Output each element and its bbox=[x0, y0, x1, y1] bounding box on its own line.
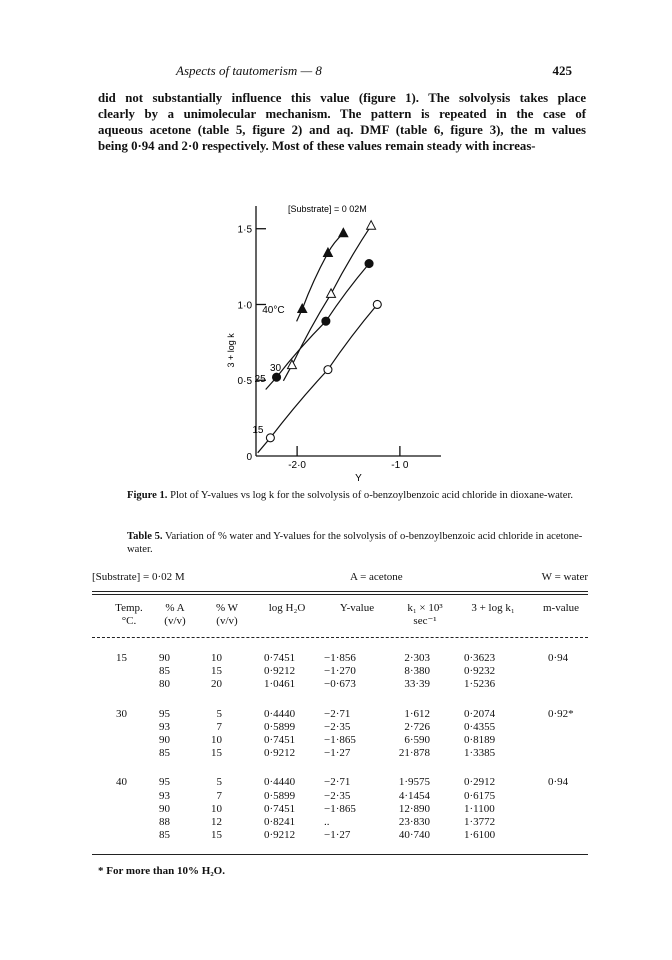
page-number: 425 bbox=[552, 63, 572, 78]
log-k1-cell: 1·3385 bbox=[464, 747, 496, 760]
column-header-line: % A bbox=[165, 602, 185, 614]
y-value-cell: −1·856 bbox=[324, 652, 356, 664]
y-tick-label: 0·5 bbox=[237, 376, 252, 388]
log-h2o-cell: 1·0461 bbox=[264, 678, 296, 691]
chart-series bbox=[258, 221, 382, 453]
k1-cell: 4·1454 bbox=[398, 789, 430, 802]
series-label: 25 bbox=[254, 374, 266, 386]
column-header-line: log H₂O bbox=[268, 602, 306, 614]
percent-a-cell: 90 bbox=[159, 802, 170, 815]
data-point bbox=[373, 300, 381, 308]
percent-a-cell: 85 bbox=[159, 747, 170, 760]
figure-caption bbox=[127, 489, 587, 502]
percent-a-cell: 80 bbox=[159, 678, 170, 691]
log-h2o-cell: 0·9212 bbox=[264, 747, 296, 760]
percent-a-cell: 88 bbox=[159, 816, 170, 828]
log-h2o-cell: 0·7451 bbox=[264, 802, 296, 815]
y-value-cell: −1·865 bbox=[324, 802, 356, 815]
column-header-line: 3 + log k₁ bbox=[471, 602, 515, 614]
x-tick-label: -1 0 bbox=[391, 460, 409, 471]
column-header-unit: (v/v) bbox=[216, 615, 238, 627]
k1-cell: 1·9575 bbox=[398, 776, 430, 789]
k1-cell: 40·740 bbox=[398, 829, 430, 842]
y-tick-label: 1·0 bbox=[237, 300, 252, 312]
m-value-cell: 0·94 bbox=[548, 652, 569, 664]
series-label: 30 bbox=[269, 363, 282, 375]
percent-w-cell: 15 bbox=[211, 665, 222, 678]
log-k1-cell: 0·2912 bbox=[464, 776, 496, 789]
table-rule-top bbox=[92, 591, 588, 592]
percent-a-cell: 90 bbox=[159, 734, 170, 746]
y-value-cell: −1·865 bbox=[324, 734, 356, 746]
percent-w-cell: 10 bbox=[211, 652, 222, 664]
k1-cell: 8·380 bbox=[404, 665, 430, 678]
log-h2o-cell: 0·7451 bbox=[264, 652, 296, 664]
table-rule-top-double bbox=[92, 594, 588, 595]
column-header bbox=[388, 602, 462, 628]
log-h2o-cell: 0·4440 bbox=[264, 707, 296, 720]
running-header bbox=[176, 63, 572, 81]
y-value-cell: −1·270 bbox=[324, 665, 356, 678]
log-h2o-cell: 0·8241 bbox=[264, 816, 296, 828]
log-k1-cell: 1·6100 bbox=[464, 829, 496, 842]
y-value-cell: −2·35 bbox=[324, 720, 351, 733]
column-header-unit: sec⁻¹ bbox=[413, 615, 437, 627]
y-value-cell: .. bbox=[324, 816, 330, 828]
y-value-cell: −0·673 bbox=[324, 678, 356, 691]
body-line: did not substantially influence this value (figure 1). The solvolysis takes place bbox=[98, 91, 586, 105]
table-caption-label: Table 5. bbox=[127, 531, 163, 542]
column-header-unit: °C. bbox=[121, 615, 137, 627]
percent-w-cell: 7 bbox=[216, 789, 222, 802]
substrate-label: [Substrate] = 0 02M bbox=[288, 204, 367, 214]
percent-a-cell: 95 bbox=[159, 776, 170, 789]
y-tick-label: 1·5 bbox=[237, 224, 252, 236]
log-k1-cell: 0·8189 bbox=[464, 734, 496, 746]
k1-cell: 23·830 bbox=[398, 816, 430, 828]
table-rule-bottom bbox=[92, 854, 588, 855]
m-value-cell: 0·92* bbox=[548, 707, 574, 720]
percent-a-cell: 85 bbox=[159, 829, 170, 842]
log-h2o-cell: 0·5899 bbox=[264, 720, 296, 733]
log-h2o-cell: 0·9212 bbox=[264, 829, 296, 842]
figure-caption-label: Figure 1. bbox=[127, 490, 168, 501]
y-value-cell: −2·35 bbox=[324, 789, 351, 802]
data-point bbox=[298, 304, 307, 313]
y-value-cell: −2·71 bbox=[324, 707, 351, 720]
table-rule-header bbox=[92, 637, 588, 638]
percent-a-cell: 90 bbox=[159, 652, 170, 664]
temp-cell: 40 bbox=[116, 776, 127, 789]
w-definition: W = water bbox=[541, 571, 588, 583]
a-definition: A = acetone bbox=[350, 571, 403, 583]
y-value-cell: −2·71 bbox=[324, 776, 351, 789]
data-point bbox=[339, 228, 348, 237]
data-point bbox=[323, 248, 332, 257]
log-k1-cell: 0·6175 bbox=[464, 789, 496, 802]
column-header bbox=[202, 602, 252, 628]
k1-cell: 2·303 bbox=[404, 652, 430, 664]
percent-w-cell: 10 bbox=[211, 734, 222, 746]
data-point bbox=[273, 373, 281, 381]
table-caption bbox=[127, 530, 587, 556]
figure-caption-text: Plot of Y-values vs log k for the solvolysis of o-benzoylbenzoic acid chloride in dioxane-water. bbox=[170, 490, 574, 501]
column-header bbox=[324, 602, 390, 615]
percent-a-cell: 95 bbox=[159, 707, 170, 720]
chart-axes bbox=[256, 206, 441, 456]
body-line: clearly by a unimolecular mechanism. The pattern is repeated in the case of bbox=[98, 107, 586, 121]
series-line bbox=[266, 264, 369, 390]
percent-w-cell: 10 bbox=[211, 802, 222, 815]
x-tick-label: -2·0 bbox=[288, 460, 307, 471]
column-header-line: Y-value bbox=[339, 602, 375, 614]
table-footnote: * For more than 10% H₂O. bbox=[98, 865, 225, 877]
y-value-cell: −1·27 bbox=[324, 829, 351, 842]
percent-w-cell: 12 bbox=[211, 816, 222, 828]
substrate-note: [Substrate] = 0·02 M bbox=[92, 571, 185, 583]
k1-cell: 21·878 bbox=[398, 747, 430, 760]
data-point bbox=[322, 317, 330, 325]
percent-a-cell: 85 bbox=[159, 665, 170, 678]
column-header bbox=[102, 602, 156, 628]
column-header bbox=[252, 602, 322, 615]
chart-labels bbox=[226, 204, 409, 481]
temp-cell: 15 bbox=[116, 652, 127, 664]
log-h2o-cell: 0·4440 bbox=[264, 776, 296, 789]
data-point bbox=[365, 260, 373, 268]
table-caption-text: Variation of % water and Y-values for the solvolysis of o-benzoylbenzoic acid chloride in acetone-water. bbox=[127, 531, 583, 555]
running-title: Aspects of tautomerism — 8 bbox=[176, 63, 322, 78]
log-k1-cell: 0·3623 bbox=[464, 652, 496, 664]
log-h2o-cell: 0·5899 bbox=[264, 789, 296, 802]
percent-w-cell: 15 bbox=[211, 747, 222, 760]
log-k1-cell: 0·2074 bbox=[464, 707, 496, 720]
k1-cell: 2·726 bbox=[404, 720, 430, 733]
data-point bbox=[324, 366, 332, 374]
percent-w-cell: 5 bbox=[216, 776, 222, 789]
percent-w-cell: 15 bbox=[211, 829, 222, 842]
column-header bbox=[150, 602, 200, 628]
series-label: 15 bbox=[252, 424, 264, 436]
column-header-line: Temp. bbox=[115, 602, 143, 614]
percent-a-cell: 93 bbox=[159, 789, 170, 802]
percent-w-cell: 5 bbox=[216, 707, 222, 720]
percent-a-cell: 93 bbox=[159, 720, 170, 733]
log-k1-cell: 1·5236 bbox=[464, 678, 496, 691]
k1-cell: 12·890 bbox=[398, 802, 430, 815]
log-h2o-cell: 0·7451 bbox=[264, 734, 296, 746]
log-k1-cell: 0·4355 bbox=[464, 720, 496, 733]
y-tick-label: 0 bbox=[246, 452, 252, 463]
percent-w-cell: 20 bbox=[211, 678, 222, 691]
column-header-line: k₁ × 10³ bbox=[407, 602, 443, 614]
k1-cell: 33·39 bbox=[404, 678, 430, 691]
table-subheading bbox=[92, 571, 588, 585]
y-axis-label: 3 + log k bbox=[226, 333, 236, 368]
percent-w-cell: 7 bbox=[216, 720, 222, 733]
log-h2o-cell: 0·9212 bbox=[264, 665, 296, 678]
column-header-line: m-value bbox=[542, 602, 580, 614]
column-header bbox=[524, 602, 598, 615]
log-k1-cell: 0·9232 bbox=[464, 665, 496, 678]
data-point bbox=[266, 434, 274, 442]
data-point bbox=[327, 289, 336, 298]
series-label: 40°C bbox=[262, 305, 285, 317]
column-header-unit: (v/v) bbox=[164, 615, 186, 627]
body-line: aqueous acetone (table 5, figure 2) and aq. DMF (table 6, figure 3), the m values bbox=[98, 123, 586, 137]
column-header bbox=[456, 602, 530, 615]
body-line: being 0·94 and 2·0 respectively. Most of these values remain steady with increas- bbox=[98, 139, 536, 153]
y-value-cell: −1·27 bbox=[324, 747, 351, 760]
temp-cell: 30 bbox=[116, 707, 127, 720]
k1-cell: 6·590 bbox=[404, 734, 430, 746]
data-point bbox=[367, 221, 376, 229]
log-k1-cell: 1·1100 bbox=[464, 802, 495, 815]
k1-cell: 1·612 bbox=[404, 707, 430, 720]
body-paragraph bbox=[98, 90, 586, 154]
figure-1-chart bbox=[196, 196, 446, 481]
log-k1-cell: 1·3772 bbox=[464, 816, 496, 828]
m-value-cell: 0·94 bbox=[548, 776, 569, 789]
x-axis-label: Y bbox=[355, 473, 362, 481]
column-header-line: % W bbox=[215, 602, 239, 614]
